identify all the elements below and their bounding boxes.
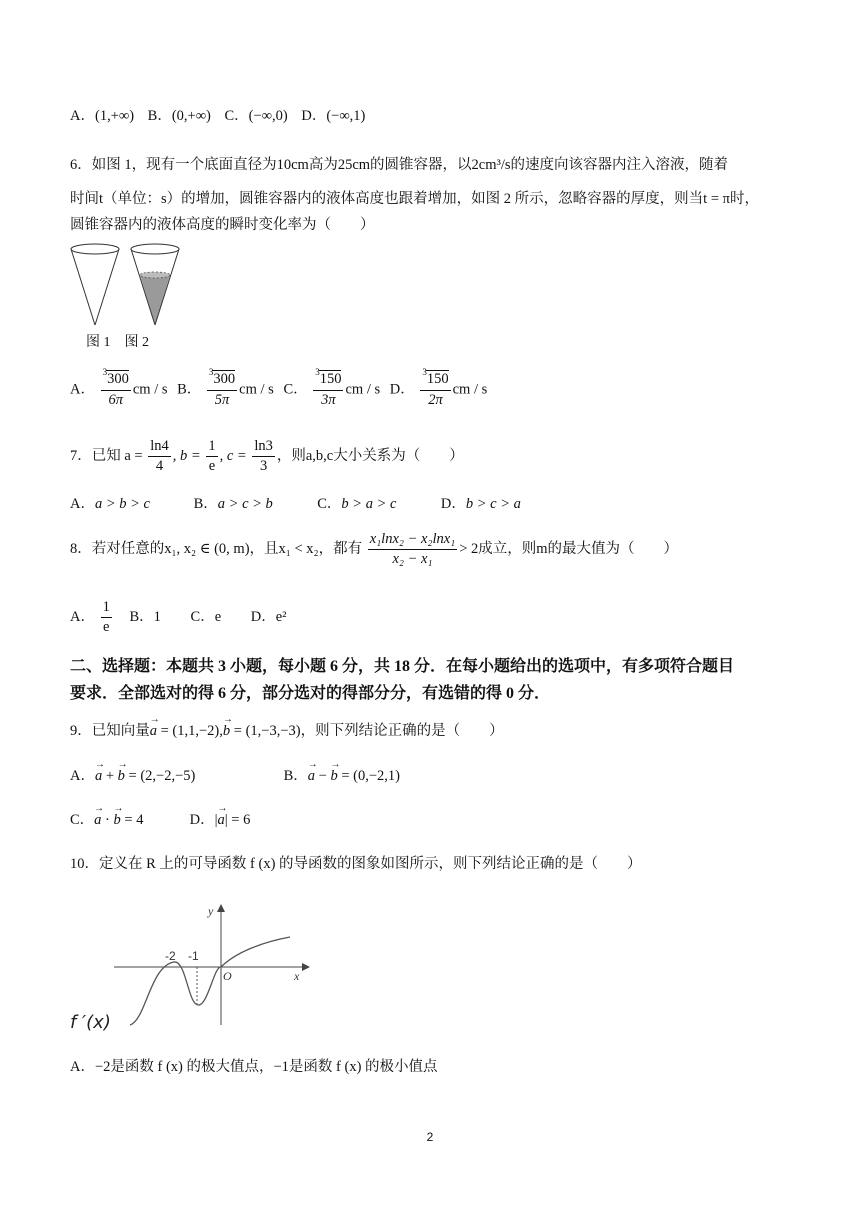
q6-option-b	[177, 367, 274, 410]
q6-option-d-unit: cm / s	[452, 381, 488, 398]
root-radicand: 150	[319, 371, 342, 387]
q7-c-fraction	[252, 437, 275, 476]
root-index: 3	[208, 367, 214, 377]
q6-option-b-fraction	[207, 367, 237, 410]
cone-figure	[68, 240, 188, 330]
q7-option-c-label: C．	[317, 496, 342, 512]
q7-a-fraction	[148, 437, 171, 476]
cone-2	[131, 244, 179, 325]
q7-c-part: , c =	[219, 448, 247, 464]
q6-option-a	[70, 367, 168, 410]
q7-option-c-value: b > a > c	[341, 496, 397, 512]
q5-options	[70, 106, 365, 126]
q8-stem	[70, 530, 678, 569]
fraction-denominator: x₂ − x₁	[392, 551, 433, 568]
q6-option-b-unit: cm / s	[239, 381, 274, 398]
q8-option-b: B．1	[129, 609, 161, 625]
q8-fraction	[368, 530, 458, 569]
q9-option-a-label: A．	[70, 768, 95, 784]
q10-stem: 10．定义在 R 上的可导函数 f (x) 的导函数的图象如图所示，则下列结论正确的是（ ）	[70, 856, 642, 872]
figure-caption: 图 1 图 2	[86, 335, 149, 350]
q6-option-a-unit: cm / s	[132, 381, 168, 398]
q9-option-c-value: = 4	[120, 812, 144, 828]
q9-option-a-value: = (2,−2,−5)	[124, 768, 196, 784]
q6-line-2: 时间t（单位：s）的增加，圆锥容器内的液体高度也跟着增加，如图 2 所示，忽略容器的厚度，则当t = π时，	[70, 191, 759, 207]
q6-option-b-label: B．	[177, 381, 202, 398]
q8-option-a-label: A．	[70, 609, 95, 625]
q5-option-c-label: C．	[224, 108, 249, 124]
y-axis-arrow	[217, 904, 225, 912]
tick-label-minus-1: -1	[188, 949, 199, 963]
q8-option-a-fraction	[101, 598, 112, 637]
abs-bar: |	[214, 812, 218, 828]
q7-b-part: , b =	[172, 448, 201, 464]
q6-line-1: 6．如图 1，现有一个底面直径为10cm高为25cm的圆锥容器，以2cm³/s的速度向该容器内注入溶液，随着	[70, 157, 729, 173]
fraction-numerator: x₁lnx₂ − x₂lnx₁	[368, 530, 458, 550]
vector-a-value: = (1,1,−2),	[157, 723, 223, 739]
q7-stem	[70, 437, 464, 476]
root-index: 3	[102, 367, 108, 377]
q10-option-a: A．−2是函数 f (x) 的极大值点，−1是函数 f (x) 的极小值点	[70, 1059, 438, 1075]
q8-prefix: 8．若对任意的x₁, x₂ ∈ (0, m)，且x₁ < x₂，都有	[70, 541, 363, 557]
q8-option-c: C．e	[190, 609, 222, 625]
x-axis-arrow	[302, 963, 310, 971]
q9-prefix: 9．已知向量	[70, 723, 150, 739]
y-axis-label: y	[208, 904, 214, 918]
vector-a: → a	[308, 766, 315, 786]
fraction-numerator: ln4	[148, 437, 171, 457]
q7-option-d-value: b > c > a	[465, 496, 521, 512]
operator: +	[102, 768, 118, 784]
q6-option-a-label: A．	[70, 381, 95, 398]
vector-b: → b	[223, 721, 230, 741]
function-label: f ′(x)	[70, 1012, 111, 1033]
root-radicand: 150	[426, 371, 449, 387]
fraction-denominator: 5π	[214, 392, 230, 408]
q7-options	[70, 494, 521, 514]
fraction-numerator: ln3	[252, 437, 275, 457]
fraction-denominator: 6π	[108, 392, 123, 408]
derivative-graph	[68, 900, 318, 1035]
fraction-denominator: 3	[259, 458, 268, 475]
q9-stem	[70, 721, 504, 741]
q7-option-b	[194, 494, 314, 514]
q6-option-d	[389, 367, 488, 410]
q5-option-b-label: B．	[147, 108, 172, 124]
q6-option-d-fraction	[420, 367, 450, 410]
q7-option-d	[441, 494, 521, 514]
q8-options	[70, 598, 287, 637]
fraction-denominator: 2π	[428, 392, 443, 408]
operator: −	[315, 768, 331, 784]
q9-option-d-value: | = 6	[224, 812, 251, 828]
fraction-denominator: 4	[155, 458, 164, 475]
q7-option-b-value: a > c > b	[217, 496, 273, 512]
q9-option-c-label: C．	[70, 812, 95, 828]
root-index: 3	[315, 367, 320, 377]
operator: ·	[101, 812, 114, 828]
q7-suffix: ，则a,b,c大小关系为（ ）	[276, 448, 464, 464]
x-axis-label: x	[294, 969, 300, 983]
section-2-heading-line-2: 要求．全部选对的得 6 分，部分选对的得部分分，有选错的得 0 分．	[70, 685, 551, 702]
fraction-denominator: e	[103, 619, 110, 636]
q6-option-a-fraction	[101, 367, 131, 410]
q6-option-c-fraction	[313, 367, 343, 410]
q7-option-d-label: D．	[440, 496, 466, 512]
q6-option-c	[283, 367, 381, 410]
vector-b-value: = (1,−3,−3)	[230, 723, 301, 739]
q9-option-b-value: = (0,−2,1)	[337, 768, 400, 784]
q9-options-row-1	[70, 766, 400, 786]
q9-option-d-label: D．	[189, 812, 215, 828]
q5-option-a-value: (1,+∞)	[94, 108, 135, 124]
section-2-heading-line-1: 二、选择题：本题共 3 小题，每小题 6 分，共 18 分．在每小题给出的选项中，有多项符合题目	[70, 658, 735, 675]
q6-line-3: 圆锥容器内的液体高度的瞬时变化率为（ ）	[70, 217, 375, 233]
fraction-denominator: 3π	[321, 392, 336, 408]
vector-b: → b	[118, 766, 125, 786]
q7-option-a	[70, 494, 162, 514]
q5-option-d-value: (−∞,1)	[326, 108, 366, 124]
fraction-denominator: e	[208, 458, 216, 475]
vector-a: → a	[94, 810, 101, 830]
q9-option-c	[70, 810, 186, 830]
q7-option-c	[317, 494, 437, 514]
q8-suffix: > 2成立，则m的最大值为（ ）	[459, 541, 679, 557]
tick-label-minus-2: -2	[165, 949, 176, 963]
q7-prefix: 7．已知 a =	[70, 448, 143, 464]
q5-option-c-value: (−∞,0)	[248, 108, 288, 124]
derivative-curve	[130, 937, 290, 1025]
fraction-numerator: 1	[206, 437, 217, 457]
vector-a: → a	[95, 766, 102, 786]
q5-option-a-label: A．	[70, 108, 95, 124]
q9-option-b	[284, 766, 400, 786]
q9-option-a	[70, 766, 280, 786]
q5-option-b-value: (0,+∞)	[171, 108, 211, 124]
fraction-numerator: 1	[101, 598, 112, 618]
vector-b: → b	[114, 810, 121, 830]
page-number: 2	[426, 1130, 434, 1144]
q7-option-a-label: A．	[70, 496, 95, 512]
origin-label: O	[223, 969, 232, 983]
q6-options	[70, 367, 488, 410]
root-index: 3	[422, 367, 427, 377]
root-radicand: 300	[213, 371, 236, 387]
vector-b: → b	[330, 766, 337, 786]
root-radicand: 300	[107, 371, 129, 387]
q5-option-d-label: D．	[301, 108, 327, 124]
q6-option-c-label: C．	[283, 381, 308, 398]
q9-option-b-label: B．	[283, 768, 308, 784]
q6-option-c-unit: cm / s	[345, 381, 381, 398]
q8-option-d: D．e²	[250, 609, 287, 625]
q9-suffix: ，则下列结论正确的是（ ）	[300, 723, 504, 739]
q9-options-row-2	[70, 810, 250, 830]
q7-option-a-value: a > b > c	[94, 496, 150, 512]
q7-b-fraction	[206, 437, 217, 476]
q9-option-d	[190, 810, 251, 830]
cone-1	[71, 244, 119, 325]
q7-option-b-label: B．	[193, 496, 218, 512]
vector-a: → a	[150, 721, 157, 741]
q6-option-d-label: D．	[389, 381, 415, 398]
vector-a: → a	[218, 810, 225, 830]
